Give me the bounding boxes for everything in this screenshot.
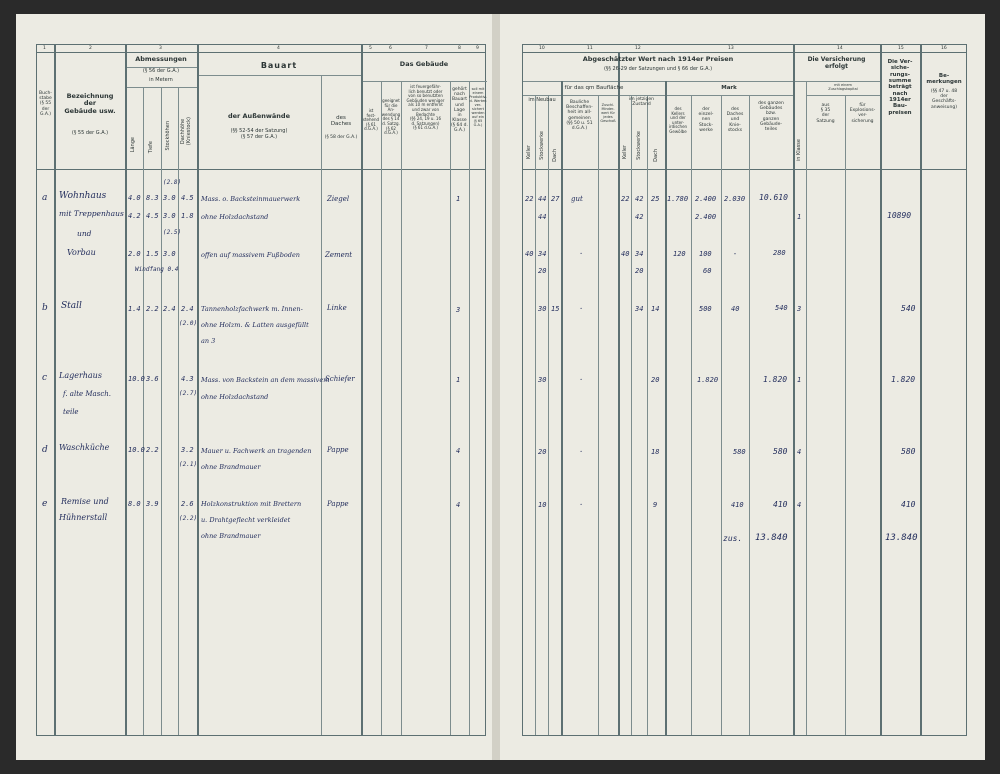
header-dachhoehe: Dachhöhe (Kniestock) (180, 117, 192, 146)
row-e-waende: Holzkonstruktion mit Brettern (201, 500, 302, 508)
header-bauart: Bauart (260, 61, 298, 70)
r-a2-bau: · (579, 250, 584, 258)
row-e-klasse: 4 (456, 501, 461, 509)
r-a2-neu: 34 (538, 250, 547, 258)
r-a-ganz: 10.610 (759, 193, 788, 202)
header-daches-ref: (§ 58 der G.A.) (324, 135, 358, 140)
row-b-dachart: Linke (327, 304, 347, 312)
row-a-stock: 3.0 (163, 212, 176, 220)
row-a-laenge: 2.0 (128, 250, 141, 258)
col-number: 11 (587, 46, 593, 51)
row-a-laenge: 4.2 (128, 212, 141, 220)
row-a-stock: 3.0 (163, 194, 176, 202)
r-e-stock: 410 (731, 501, 744, 509)
row-d-waende: ohne Brandmauer (201, 463, 261, 471)
r-e-ganz: 410 (773, 500, 788, 509)
row-c-dach: (2.7) (179, 390, 198, 397)
row-e-waende: ohne Brandmauer (201, 532, 261, 540)
row-d-dach: (2.1) (179, 461, 198, 468)
header-abgeschaetzt-ref: (§§ 26-29 der Satzungen und § 66 der G.A.) (603, 66, 713, 72)
col-number: 4 (277, 46, 280, 51)
r-a-stock-mark: 2.400 (695, 213, 717, 221)
r-d-stock: 580 (733, 448, 746, 456)
header-stockwerke: Stockwerke (539, 131, 545, 160)
header-ganzen-gebaeudes: des ganzen Gebäudes bzw. ganzen Gebäude- teiles (758, 101, 784, 132)
row-c-name: Lagerhaus (59, 371, 102, 380)
header-des-daches: des Daches und Knie- stocks (726, 107, 744, 133)
header-gehoert: gehört nach Bauart und Lage in Klasse (§ 64 d. G.A.) (451, 87, 468, 134)
col-number: 16 (941, 46, 947, 51)
r-d-ganz: 580 (773, 447, 788, 456)
r-a2-stock: 100 (699, 250, 712, 258)
row-e-tiefe: 3.9 (146, 500, 159, 508)
right-table (522, 44, 967, 736)
r-a2-jetzt: 20 (635, 267, 644, 275)
col-number-row-line (37, 52, 485, 53)
header-abmessungen: Abmessungen (135, 55, 187, 63)
row-a-tiefe: 4.5 (146, 212, 159, 220)
header-bottom-line (523, 169, 966, 170)
header-des-kellers: des Kellers und der unter- irdischen Gewölbe (668, 106, 688, 134)
r-a-jetzt: 42 (635, 213, 644, 221)
r-a2-stock: 60 (703, 267, 712, 275)
r-a2-dach: - (733, 250, 738, 258)
total-summe: 13.840 (885, 533, 918, 543)
r-a-dach-mark: 2.030 (724, 195, 746, 203)
col-number: 10 (539, 46, 545, 51)
r-c-klasse: 1 (797, 376, 802, 384)
r-b-klasse: 3 (797, 305, 802, 313)
row-a-dachart: Zement (325, 251, 353, 259)
header-buchstabe: Buch- stabe (§ 55 der G.A.) (39, 91, 52, 117)
r-e-neu: 10 (538, 501, 547, 509)
header-der-stockwerke: der einzel- nen Stock- werke (698, 107, 714, 133)
col-number: 13 (728, 46, 734, 51)
header-bauliche: Bauliche Beschaffen- heit im all- gemeinen (§§ 50 u. 51 d.G.A.) (566, 100, 593, 131)
r-b-stock: 500 (699, 305, 712, 313)
r-d-summe: 580 (901, 447, 916, 456)
header-bezeichnung-ref: (§ 55 der G.A.) (71, 130, 109, 136)
book-gutter (492, 14, 500, 760)
header-bottom-line (37, 169, 485, 170)
row-d-letter: d (42, 445, 48, 455)
right-page (500, 14, 985, 760)
row-b-waende: an 3 (201, 337, 216, 345)
r-a-jetzt: 22 (621, 195, 630, 203)
row-d-name: Waschküche (59, 443, 110, 452)
row-e-waende: u. Drahtgeflecht verkleidet (201, 516, 291, 524)
row-c-dachart: Schiefer (325, 375, 355, 383)
r-a-neu-stock: 44 (538, 195, 547, 203)
r-a-jetzt: 25 (651, 195, 660, 203)
header-soll: soll mit einem Produktiv- d. Werten ver- sichert werden auf ein (§ 65 G.A.) (469, 87, 487, 128)
row-c-letter: c (42, 373, 48, 383)
r-a-neu-keller: 22 (525, 195, 534, 203)
row-b-letter: b (42, 303, 48, 313)
col-number: 1 (43, 46, 46, 51)
header-mit-einem: mit einem Zuschlagskapital (828, 83, 858, 92)
left-page (16, 14, 492, 760)
header-keller: Keller (526, 145, 532, 160)
r-b-jetzt: 34 (635, 305, 644, 313)
row-e-name: Hühnerstall (59, 513, 108, 522)
header-abgeschaetzt: Abgeschätzter Wert nach 1914er Preisen (582, 55, 734, 63)
row-e-laenge: 8.0 (128, 500, 141, 508)
header-fuer-qm: für das qm Baufläche (564, 85, 624, 91)
header-des-daches: des Daches (330, 115, 352, 128)
row-a-name: mit Treppenhaus (59, 209, 124, 218)
col-number: 12 (635, 46, 641, 51)
row-e-letter: e (42, 499, 48, 509)
r-c-summe: 1.820 (891, 375, 916, 384)
r-d-jetzt: 18 (651, 448, 660, 456)
row-c-tiefe: 3.6 (146, 375, 159, 383)
header-tiefe: Tiefe (148, 141, 154, 154)
r-a2-neu: 40 (525, 250, 534, 258)
header-stockhoehen: Stockhöhen (165, 121, 171, 151)
r-a-klasse: 1 (797, 213, 802, 221)
header-im-neubau: im Neubau (528, 97, 556, 103)
r-a2-keller: 120 (673, 250, 686, 258)
r-c-ganz: 1.820 (763, 375, 788, 384)
r-c-bau: · (579, 376, 584, 384)
r-c-jetzt: 20 (651, 376, 660, 384)
header-zuschlag: Zuschl. Minder- wert für jedes Geschoß (600, 103, 616, 124)
header-keller: Keller (622, 145, 628, 160)
header-versicherung: Die Versicherung erfolgt (807, 56, 866, 70)
row-a-dach: 1.8 (181, 212, 194, 220)
row-e-dachart: Pappe (327, 500, 349, 508)
row-c-waende: ohne Holzdachstand (201, 393, 269, 401)
r-e-jetzt: 9 (653, 501, 658, 509)
header-im-jetzigen: im jetzigen Zustand (629, 97, 654, 108)
row-b-waende: ohne Holzm. & Latten ausgefüllt (201, 321, 309, 329)
col-number: 9 (476, 46, 479, 51)
row-c-name: f. alte Masch. (63, 390, 111, 398)
header-in-klasse: in Klasse (796, 139, 802, 162)
r-b-jetzt: 14 (651, 305, 660, 313)
r-e-bau: · (579, 501, 584, 509)
r-d-bau: · (579, 448, 584, 456)
row-e-name: Remise und (61, 497, 109, 506)
header-aussenwaende: der Außenwände (228, 112, 290, 120)
r-a-stock-mark: 2.400 (695, 195, 717, 203)
r-d-neu: 20 (538, 448, 547, 456)
left-table (36, 44, 486, 736)
r-e-klasse: 4 (797, 501, 802, 509)
header-mark: Mark (721, 85, 737, 91)
row-a-dachart: Ziegel (327, 195, 350, 203)
row-a-name: Wohnhaus (59, 191, 107, 201)
header-explosions: für Explosions- ver- sicherung (849, 103, 876, 124)
row-d-tiefe: 2.2 (146, 446, 159, 454)
r-b-summe: 540 (901, 304, 916, 313)
row-b-waende: Tannenholzfachwerk m. Innen- (201, 305, 303, 313)
total-label: zus. (723, 534, 743, 543)
row-a-name: und (77, 229, 92, 238)
header-das-gebaeude: Das Gebäude (399, 60, 449, 68)
row-c-waende: Mass. von Backstein an dem massivem (201, 376, 330, 384)
row-a-laenge: 4.0 (128, 194, 141, 202)
header-summe: Die Ver- siche- rungs- summe beträgt nach 1914er Bau- preisen (887, 59, 913, 116)
r-a-bau: gut (571, 195, 583, 203)
header-bemerkungen: Be- merkungen (926, 73, 962, 86)
r-a-neu-stock: 44 (538, 213, 547, 221)
row-b-name: Stall (61, 301, 82, 311)
row-a-stock: (2.5) (163, 229, 182, 236)
r-a2-jetzt: 34 (635, 250, 644, 258)
r-c-neu: 30 (538, 376, 547, 384)
row-d-waende: Mauer u. Fachwerk an tragenden (201, 447, 312, 455)
header-laenge: Länge (130, 137, 136, 153)
r-b-bau: · (579, 305, 584, 313)
row-a-klasse: 1 (456, 195, 461, 203)
r-a2-jetzt: 40 (621, 250, 630, 258)
row-a-waende: Mass. o. Backsteinmauerwerk (201, 195, 301, 203)
row-a-waende: offen auf massivem Fußboden (201, 251, 300, 259)
header-dach: Dach (653, 149, 659, 162)
header-ist-feststehend: ist fest- stehend (§ 61 d.G.A.) (362, 108, 380, 132)
r-a-summe: 10890 (887, 211, 912, 220)
row-a-waende: ohne Holzdachstand (201, 213, 269, 221)
row-b-dach: 2.4 (181, 305, 194, 313)
r-b-ganz: 540 (775, 304, 788, 312)
row-a-name: Vorbau (67, 248, 96, 257)
row-e-dach: (2.2) (179, 515, 198, 522)
r-b-neu: 15 (551, 305, 560, 313)
r-a-neu-dach: 27 (551, 195, 560, 203)
header-dach: Dach (552, 149, 558, 162)
header-in-metern: in Metern (149, 77, 173, 83)
row-d-dach: 3.2 (181, 446, 194, 454)
row-c-name: teile (63, 408, 79, 416)
header-aus-satzung: aus § 35 der Satzung (816, 103, 835, 124)
row-d-dachart: Pappe (327, 446, 349, 454)
r-c-stock: 1.820 (697, 376, 719, 384)
row-b-laenge: 1.4 (128, 305, 141, 313)
row-a-tiefe: 1.5 (146, 250, 159, 258)
header-stockwerke: Stockwerke (636, 131, 642, 160)
r-a-keller-mark: 1.780 (667, 195, 689, 203)
row-b-klasse: 3 (456, 306, 461, 314)
header-aussenwaende-ref: (§§ 52-54 der Satzung) (§ 57 der G.A.) (230, 128, 288, 140)
header-bezeichnung: Bezeichnung der Gebäude usw. (64, 92, 116, 115)
header-abmessungen-ref: (§ 56 der G.A.) (142, 68, 180, 74)
r-e-summe: 410 (901, 500, 916, 509)
row-d-laenge: 10.0 (128, 446, 145, 454)
r-d-klasse: 4 (797, 448, 802, 456)
header-feuergef: ist feuergefähr- lich benutzt oder von so benutzten Gebäuden weniger als 10 m entfernt und zwar von Bedachte (§§ 24, 19 u. 16 d. Satzungen) (§ 61 d.G.A.) (406, 84, 445, 131)
row-a-windfang: Windfang 0.4 (135, 266, 179, 273)
col-number: 2 (89, 46, 92, 51)
col-number: 15 (898, 46, 904, 51)
col-number-row-line (523, 52, 966, 53)
row-a-stock: 3.0 (163, 250, 176, 258)
row-e-dach: 2.6 (181, 500, 194, 508)
row-d-klasse: 4 (456, 447, 461, 455)
col-number: 8 (458, 46, 461, 51)
row-a-stock: (2.8) (163, 179, 182, 186)
r-b-dach: 40 (731, 305, 740, 313)
row-c-dach: 4.3 (181, 375, 194, 383)
col-number: 6 (389, 46, 392, 51)
col-number: 14 (837, 46, 843, 51)
r-a2-neu: 20 (538, 267, 547, 275)
r-b-neu: 30 (538, 305, 547, 313)
col-number: 5 (369, 46, 372, 51)
r-a-jetzt: 42 (635, 195, 644, 203)
col-number: 3 (159, 46, 162, 51)
row-b-tiefe: 2.2 (146, 305, 159, 313)
row-a-dach: 4.5 (181, 194, 194, 202)
r-a2-ganz: 280 (773, 249, 786, 257)
row-a-letter: a (42, 193, 48, 203)
header-geeignet: geeignet für die An- wendung des § 14 d. Satzg. (§ 62 d.G.A.) (381, 98, 401, 136)
row-c-laenge: 10.0 (128, 375, 145, 383)
row-b-dach: (2.0) (179, 320, 198, 327)
row-a-tiefe: 8.3 (146, 194, 159, 202)
row-b-stock: 2.4 (163, 305, 176, 313)
total-ganz: 13.840 (755, 533, 788, 543)
row-c-klasse: 1 (456, 376, 461, 384)
col-number: 7 (425, 46, 428, 51)
header-bemerkungen-ref: (§§ 47 u. 48 der Geschäfts- anweisung) (930, 89, 958, 110)
